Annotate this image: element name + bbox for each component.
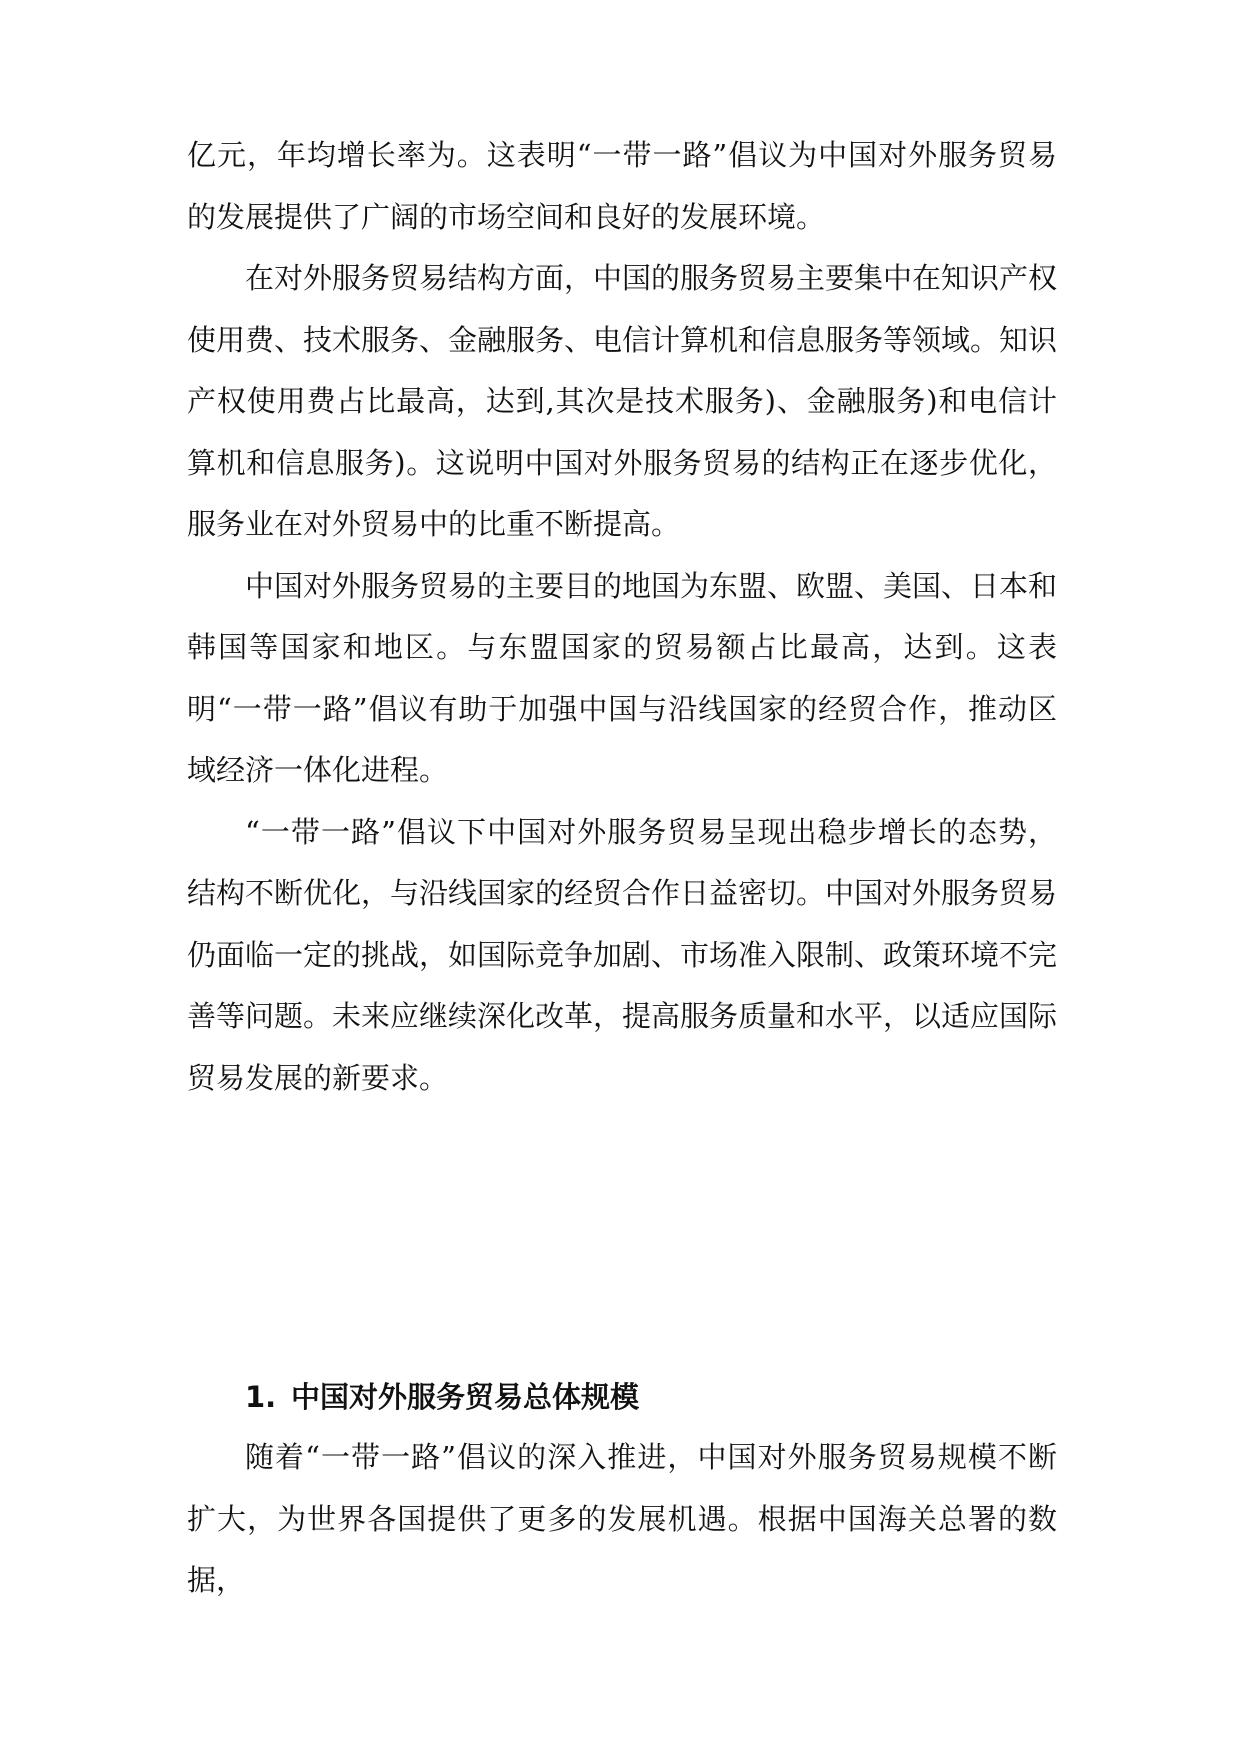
section-number: 1. [245,1380,277,1414]
section-paragraph: 随着“一带一路”倡议的深入推进，中国对外服务贸易规模不断扩大，为世界各国提供了更多的发展机遇。根据中国海关总署的数据， [187,1440,1057,1597]
document-body [187,125,1057,1109]
paragraph-3: 中国对外服务贸易的主要目的地国为东盟、欧盟、美国、日本和韩国等国家和地区。与东盟国家的贸易额占比最高，达到。这表明“一带一路”倡议有助于加强中国与沿线国家的经贸合作，推动区域经济一体化进程。 [187,568,1058,787]
section-title: 中国对外服务贸易总体规模 [291,1380,640,1414]
paragraph-1: 亿元，年均增长率为。这表明“一带一路”倡议为中国对外服务贸易的发展提供了广阔的市场空间和良好的发展环境。 [187,138,1057,234]
section-heading [245,1377,639,1417]
paragraph-4: “一带一路”倡议下中国对外服务贸易呈现出稳步增长的态势，结构不断优化，与沿线国家的经贸合作日益密切。中国对外服务贸易仍面临一定的挑战，如国际竞争加剧、市场准入限制、政策环境不完善等问题。未来应继续深化改革，提高服务质量和水平，以适应国际贸易发展的新要求。 [187,814,1058,1095]
paragraph-2: 在对外服务贸易结构方面，中国的服务贸易主要集中在知识产权使用费、技术服务、金融服务、电信计算机和信息服务等领域。知识产权使用费占比最高，达到,其次是技术服务)、金融服务)和电信计算机和信息服务)。这说明中国对外服务贸易的结构正在逐步优化，服务业在对外贸易中的比重不断提高。 [187,261,1058,541]
